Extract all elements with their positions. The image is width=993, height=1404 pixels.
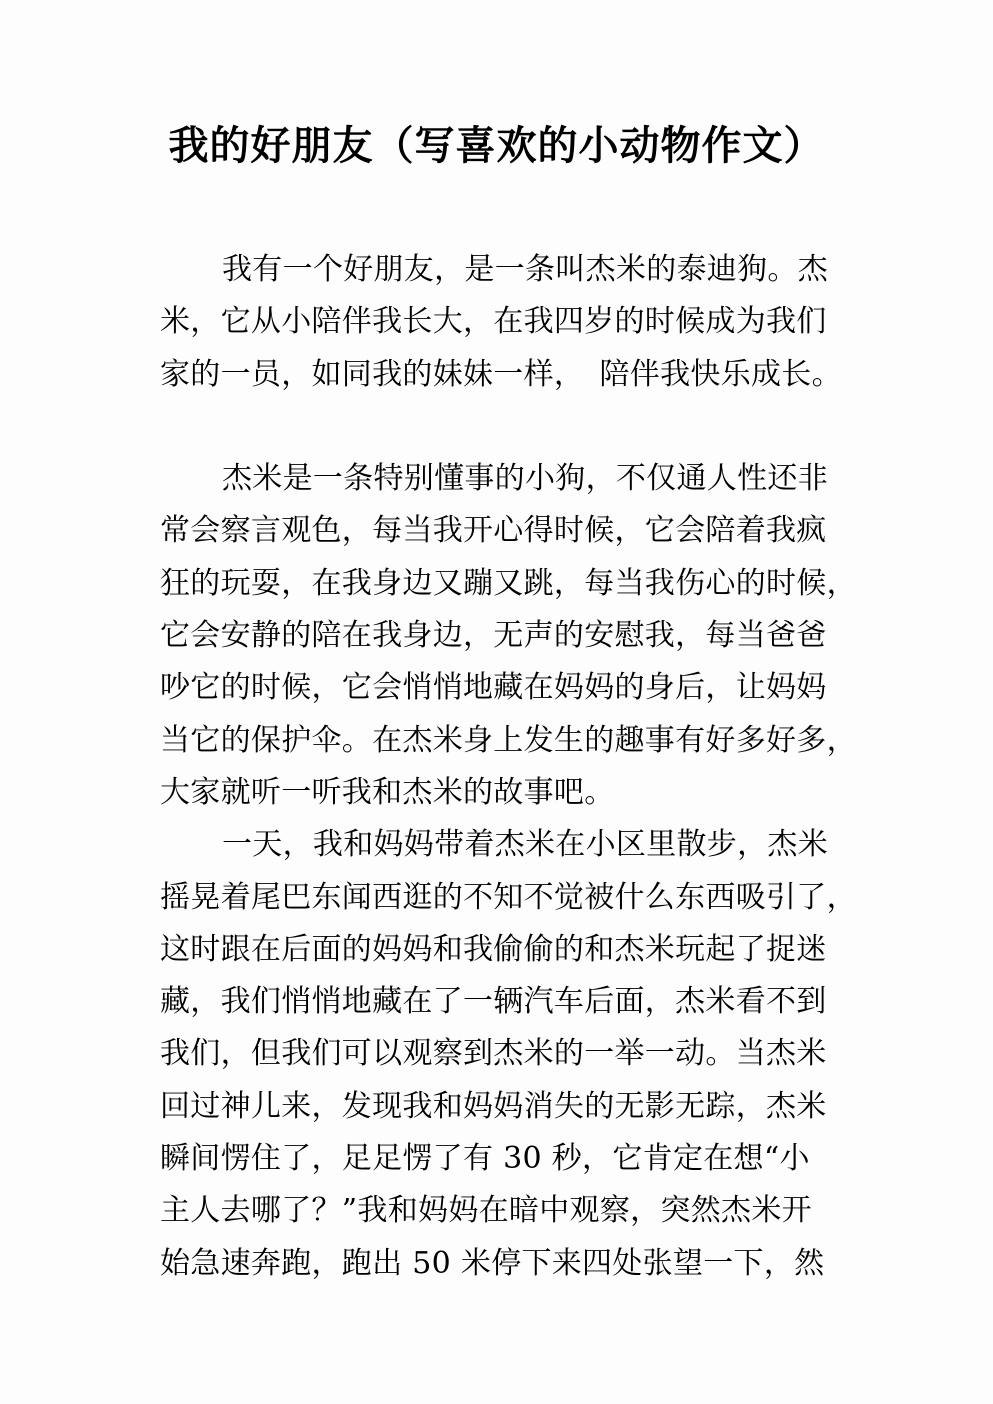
text-line: 我有一个好朋友，是一条叫杰米的泰迪狗。杰 xyxy=(222,252,828,287)
text-line: 大家就听一听我和杰米的故事吧。 xyxy=(160,774,615,810)
text-line: 藏，我们悄悄地藏在了一辆汽车后面，杰米看不到 xyxy=(160,984,827,1020)
text-line: 一天，我和妈妈带着杰米在小区里散步，杰米 xyxy=(222,827,828,863)
text-line: 它会安静的陪在我身边，无声的安慰我，每当爸爸 xyxy=(160,618,827,654)
text-line: 摇晃着尾巴东闻西逛的不知不觉被什么东西吸引了， xyxy=(160,879,857,915)
text-line: 瞬间愣住了，足足愣了有 30 秒，它肯定在想“小 xyxy=(160,1141,810,1177)
paragraph-spacer xyxy=(160,401,850,453)
text-line: 米，它从小陪伴我长大，在我四岁的时候成为我们 xyxy=(160,304,827,340)
document-body xyxy=(160,244,857,1290)
text-line: 始急速奔跑，跑出 50 米停下来四处张望一下，然 xyxy=(160,1245,825,1281)
text-line: 回过神儿来，发现我和妈妈消失的无影无踪，杰米 xyxy=(160,1088,827,1124)
text-line: 我们，但我们可以观察到杰米的一举一动。当杰米 xyxy=(160,1036,827,1072)
document-title: 我的好朋友（写喜欢的小动物作文） xyxy=(168,123,825,169)
text-line: 吵它的时候，它会悄悄地藏在妈妈的身后，让妈妈 xyxy=(160,670,827,706)
text-line: 狂的玩耍，在我身边又蹦又跳，每当我伤心的时候， xyxy=(160,565,857,601)
text-line: 杰米是一条特别懂事的小狗，不仅通人性还非 xyxy=(222,461,828,497)
text-line: 主人去哪了？”我和妈妈在暗中观察，突然杰米开 xyxy=(160,1193,812,1229)
text-line: 当它的保护伞。在杰米身上发生的趣事有好多好多， xyxy=(160,722,857,758)
text-line: 常会察言观色，每当我开心得时候，它会陪着我疯 xyxy=(160,513,827,549)
text-line: 家的一员，如同我的妹妹一样， 陪伴我快乐成长。 xyxy=(160,356,842,392)
text-line: 这时跟在后面的妈妈和我偷偷的和杰米玩起了捉迷 xyxy=(160,931,827,967)
